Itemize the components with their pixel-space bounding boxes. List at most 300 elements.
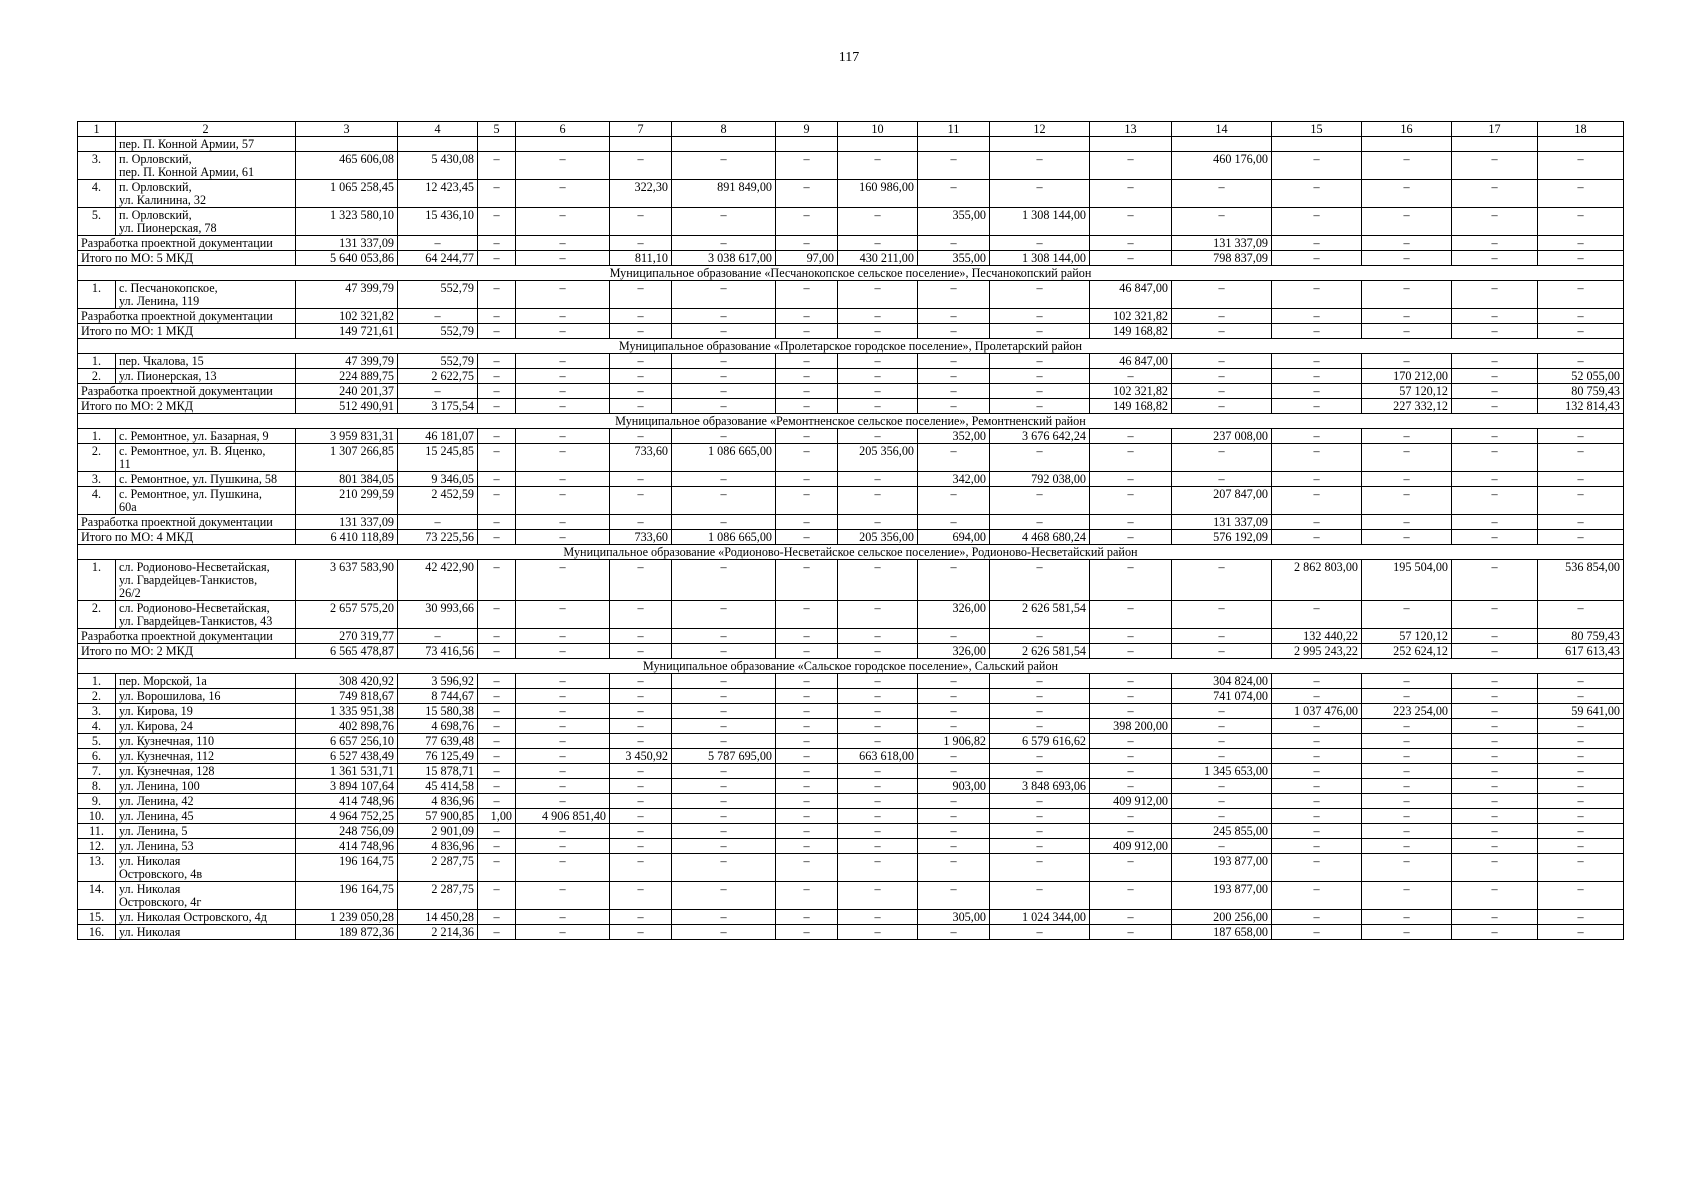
- table-cell: –: [610, 674, 672, 689]
- table-cell: 205 356,00: [838, 444, 918, 472]
- table-cell: –: [1172, 734, 1272, 749]
- table-cell: –: [610, 354, 672, 369]
- table-cell: 576 192,09: [1172, 530, 1272, 545]
- table-cell: –: [1362, 749, 1452, 764]
- table-cell: –: [1452, 734, 1538, 749]
- data-table: [77, 121, 1624, 940]
- table-cell: –: [990, 369, 1090, 384]
- table-cell: 131 337,09: [296, 236, 398, 251]
- table-cell: –: [672, 794, 776, 809]
- table-cell: –: [672, 764, 776, 779]
- table-cell: 2 287,75: [398, 882, 478, 910]
- table-cell: –: [516, 779, 610, 794]
- table-cell: 1 308 144,00: [990, 208, 1090, 236]
- table-cell: –: [1172, 369, 1272, 384]
- table-cell: –: [1538, 749, 1624, 764]
- page-number: 117: [838, 50, 860, 65]
- table-cell: –: [1452, 779, 1538, 794]
- table-cell: –: [1538, 530, 1624, 545]
- column-number-cell: 1: [78, 122, 116, 137]
- table-cell: –: [478, 629, 516, 644]
- table-cell: –: [1452, 354, 1538, 369]
- table-cell: 2 626 581,54: [990, 601, 1090, 629]
- table-cell: –: [990, 629, 1090, 644]
- table-cell: –: [838, 854, 918, 882]
- table-cell: 210 299,59: [296, 487, 398, 515]
- table-cell: 5 430,08: [398, 152, 478, 180]
- row-number-cell: 6.: [78, 749, 116, 764]
- table-cell: –: [1090, 530, 1172, 545]
- table-cell: –: [838, 369, 918, 384]
- table-cell: –: [1452, 309, 1538, 324]
- table-cell: –: [1538, 925, 1624, 940]
- table-cell: –: [672, 369, 776, 384]
- table-cell: –: [838, 429, 918, 444]
- table-cell: –: [1452, 882, 1538, 910]
- table-cell: –: [1362, 515, 1452, 530]
- table-cell: 59 641,00: [1538, 704, 1624, 719]
- table-cell: 798 837,09: [1172, 251, 1272, 266]
- table-cell: –: [1452, 369, 1538, 384]
- table-cell: 402 898,76: [296, 719, 398, 734]
- table-cell: 42 422,90: [398, 560, 478, 601]
- table-cell: –: [672, 644, 776, 659]
- table-cell: [1362, 137, 1452, 152]
- summary-label: Разработка проектной документации: [78, 309, 296, 324]
- table-cell: –: [1090, 779, 1172, 794]
- row-number-cell: 16.: [78, 925, 116, 940]
- table-cell: –: [838, 764, 918, 779]
- table-cell: –: [1090, 560, 1172, 601]
- table-cell: 322,30: [610, 180, 672, 208]
- table-cell: 352,00: [918, 429, 990, 444]
- table-cell: –: [1272, 152, 1362, 180]
- table-cell: –: [610, 779, 672, 794]
- table-cell: –: [516, 925, 610, 940]
- table-cell: –: [478, 674, 516, 689]
- table-cell: –: [1452, 472, 1538, 487]
- table-cell: –: [610, 601, 672, 629]
- table-row: [78, 152, 1624, 180]
- table-cell: –: [478, 208, 516, 236]
- row-number-cell: 12.: [78, 839, 116, 854]
- table-cell: –: [776, 399, 838, 414]
- table-cell: 1 308 144,00: [990, 251, 1090, 266]
- table-cell: –: [990, 704, 1090, 719]
- table-cell: –: [1538, 839, 1624, 854]
- table-cell: –: [838, 354, 918, 369]
- row-number-cell: 9.: [78, 794, 116, 809]
- table-cell: –: [610, 309, 672, 324]
- table-cell: –: [990, 764, 1090, 779]
- table-cell: –: [1172, 354, 1272, 369]
- table-cell: –: [1090, 429, 1172, 444]
- table-cell: –: [1090, 882, 1172, 910]
- table-cell: –: [1452, 429, 1538, 444]
- row-number-cell: 4.: [78, 180, 116, 208]
- table-cell: –: [1272, 429, 1362, 444]
- table-cell: –: [1272, 530, 1362, 545]
- table-cell: 77 639,48: [398, 734, 478, 749]
- table-cell: 270 319,77: [296, 629, 398, 644]
- table-cell: –: [918, 882, 990, 910]
- table-row: [78, 839, 1624, 854]
- table-cell: –: [838, 629, 918, 644]
- table-cell: 76 125,49: [398, 749, 478, 764]
- table-cell: 792 038,00: [990, 472, 1090, 487]
- table-cell: –: [1090, 515, 1172, 530]
- column-number-cell: 12: [990, 122, 1090, 137]
- table-cell: 189 872,36: [296, 925, 398, 940]
- table-cell: [990, 137, 1090, 152]
- table-cell: 1 086 665,00: [672, 530, 776, 545]
- table-row: [78, 369, 1624, 384]
- table-cell: –: [610, 472, 672, 487]
- table-cell: –: [478, 399, 516, 414]
- table-cell: –: [516, 251, 610, 266]
- table-cell: –: [478, 487, 516, 515]
- table-cell: –: [398, 236, 478, 251]
- table-cell: 512 490,91: [296, 399, 398, 414]
- table-cell: –: [990, 487, 1090, 515]
- table-cell: –: [990, 794, 1090, 809]
- table-cell: –: [1272, 601, 1362, 629]
- section-title: Муниципальное образование «Ремонтненское сельское поселение», Ремонтненский район: [78, 414, 1624, 429]
- table-cell: 200 256,00: [1172, 910, 1272, 925]
- table-cell: –: [398, 515, 478, 530]
- table-cell: 102 321,82: [296, 309, 398, 324]
- address-cell: ул. Кузнечная, 112: [116, 749, 296, 764]
- table-cell: –: [1172, 719, 1272, 734]
- table-row: [78, 180, 1624, 208]
- table-cell: –: [1272, 824, 1362, 839]
- table-cell: –: [776, 472, 838, 487]
- row-number-cell: 3.: [78, 472, 116, 487]
- table-cell: –: [1362, 429, 1452, 444]
- table-cell: –: [610, 839, 672, 854]
- table-cell: –: [1272, 444, 1362, 472]
- table-cell: 5 640 053,86: [296, 251, 398, 266]
- table-cell: –: [478, 152, 516, 180]
- table-cell: –: [672, 629, 776, 644]
- table-cell: –: [1362, 444, 1452, 472]
- column-number-cell: 6: [516, 122, 610, 137]
- table-cell: –: [1090, 749, 1172, 764]
- table-cell: –: [478, 472, 516, 487]
- table-cell: –: [776, 354, 838, 369]
- table-cell: 733,60: [610, 444, 672, 472]
- table-cell: 1 037 476,00: [1272, 704, 1362, 719]
- table-cell: 47 399,79: [296, 354, 398, 369]
- row-number-cell: 2.: [78, 689, 116, 704]
- table-cell: –: [1452, 601, 1538, 629]
- table-cell: –: [1538, 809, 1624, 824]
- table-cell: –: [918, 824, 990, 839]
- table-cell: 430 211,00: [838, 251, 918, 266]
- table-cell: –: [838, 719, 918, 734]
- table-cell: –: [1452, 236, 1538, 251]
- table-cell: –: [990, 560, 1090, 601]
- table-cell: –: [1272, 487, 1362, 515]
- table-cell: 240 201,37: [296, 384, 398, 399]
- table-cell: –: [1090, 809, 1172, 824]
- table-cell: –: [776, 809, 838, 824]
- table-cell: –: [776, 515, 838, 530]
- table-cell: –: [776, 644, 838, 659]
- table-cell: –: [610, 925, 672, 940]
- table-cell: –: [672, 281, 776, 309]
- table-cell: –: [990, 236, 1090, 251]
- table-cell: –: [516, 180, 610, 208]
- table-cell: –: [918, 629, 990, 644]
- table-cell: –: [516, 910, 610, 925]
- table-cell: [672, 137, 776, 152]
- table-cell: –: [516, 384, 610, 399]
- table-cell: [776, 137, 838, 152]
- table-cell: –: [516, 236, 610, 251]
- table-cell: –: [776, 309, 838, 324]
- table-cell: –: [776, 854, 838, 882]
- table-cell: –: [918, 444, 990, 472]
- table-cell: –: [1362, 925, 1452, 940]
- table-cell: –: [918, 719, 990, 734]
- table-cell: –: [516, 854, 610, 882]
- table-cell: –: [478, 180, 516, 208]
- summary-label: Итого по МО: 4 МКД: [78, 530, 296, 545]
- table-cell: –: [990, 309, 1090, 324]
- table-cell: –: [1272, 281, 1362, 309]
- address-cell: ул. Пионерская, 13: [116, 369, 296, 384]
- table-cell: –: [1090, 925, 1172, 940]
- table-cell: –: [838, 910, 918, 925]
- table-cell: –: [1090, 629, 1172, 644]
- table-cell: –: [1172, 309, 1272, 324]
- table-cell: –: [1538, 854, 1624, 882]
- table-cell: –: [918, 487, 990, 515]
- table-cell: –: [478, 854, 516, 882]
- table-cell: –: [1172, 384, 1272, 399]
- table-cell: –: [918, 236, 990, 251]
- table-cell: 248 756,09: [296, 824, 398, 839]
- table-cell: –: [516, 882, 610, 910]
- table-cell: 8 744,67: [398, 689, 478, 704]
- table-row: [78, 472, 1624, 487]
- table-cell: –: [918, 794, 990, 809]
- table-cell: –: [1090, 180, 1172, 208]
- table-cell: –: [776, 281, 838, 309]
- table-cell: 195 504,00: [1362, 560, 1452, 601]
- table-cell: 196 164,75: [296, 854, 398, 882]
- table-cell: –: [918, 925, 990, 940]
- table-cell: 1 065 258,45: [296, 180, 398, 208]
- table-cell: 663 618,00: [838, 749, 918, 764]
- address-cell: п. Орловский, ул. Пионерская, 78: [116, 208, 296, 236]
- table-cell: –: [672, 152, 776, 180]
- table-cell: –: [610, 515, 672, 530]
- table-cell: –: [672, 882, 776, 910]
- table-cell: –: [478, 779, 516, 794]
- table-cell: –: [776, 384, 838, 399]
- table-cell: –: [672, 487, 776, 515]
- table-cell: 2 214,36: [398, 925, 478, 940]
- table-cell: –: [1172, 472, 1272, 487]
- table-cell: –: [1090, 734, 1172, 749]
- table-cell: 102 321,82: [1090, 384, 1172, 399]
- table-cell: –: [610, 734, 672, 749]
- table-cell: –: [1172, 704, 1272, 719]
- table-cell: 57 900,85: [398, 809, 478, 824]
- table-cell: –: [478, 444, 516, 472]
- column-number-cell: 13: [1090, 122, 1172, 137]
- table-cell: 207 847,00: [1172, 487, 1272, 515]
- table-cell: –: [1452, 399, 1538, 414]
- table-cell: –: [838, 399, 918, 414]
- table-cell: –: [838, 809, 918, 824]
- section-title: Муниципальное образование «Сальское городское поселение», Сальский район: [78, 659, 1624, 674]
- column-number-cell: 3: [296, 122, 398, 137]
- table-cell: –: [1090, 674, 1172, 689]
- address-cell: с. Ремонтное, ул. Пушкина, 58: [116, 472, 296, 487]
- table-cell: 30 993,66: [398, 601, 478, 629]
- table-cell: –: [672, 399, 776, 414]
- table-cell: 46 847,00: [1090, 354, 1172, 369]
- table-cell: 47 399,79: [296, 281, 398, 309]
- table-cell: –: [672, 309, 776, 324]
- table-cell: [838, 137, 918, 152]
- address-cell: с. Ремонтное, ул. Базарная, 9: [116, 429, 296, 444]
- table-cell: 1 361 531,71: [296, 764, 398, 779]
- table-cell: –: [610, 236, 672, 251]
- table-cell: –: [398, 309, 478, 324]
- table-cell: –: [1272, 674, 1362, 689]
- table-cell: –: [1362, 689, 1452, 704]
- table-row: [78, 719, 1624, 734]
- table-cell: –: [1452, 281, 1538, 309]
- table-cell: –: [838, 208, 918, 236]
- column-number-cell: 5: [478, 122, 516, 137]
- table-cell: –: [672, 910, 776, 925]
- table-cell: 3 175,54: [398, 399, 478, 414]
- table-cell: –: [990, 719, 1090, 734]
- table-cell: –: [1452, 530, 1538, 545]
- table-cell: –: [990, 399, 1090, 414]
- table-cell: 1 024 344,00: [990, 910, 1090, 925]
- table-cell: 891 849,00: [672, 180, 776, 208]
- table-cell: –: [990, 809, 1090, 824]
- table-cell: –: [776, 369, 838, 384]
- summary-row: [78, 515, 1624, 530]
- table-cell: 2 622,75: [398, 369, 478, 384]
- table-cell: –: [1452, 251, 1538, 266]
- table-cell: –: [1538, 208, 1624, 236]
- row-number-cell: 14.: [78, 882, 116, 910]
- table-cell: –: [516, 369, 610, 384]
- table-cell: –: [1538, 236, 1624, 251]
- summary-row: [78, 644, 1624, 659]
- table-cell: –: [610, 384, 672, 399]
- table-cell: –: [610, 719, 672, 734]
- table-cell: –: [918, 281, 990, 309]
- table-cell: –: [776, 601, 838, 629]
- table-cell: 2 657 575,20: [296, 601, 398, 629]
- table-row: [78, 487, 1624, 515]
- table-cell: 80 759,43: [1538, 384, 1624, 399]
- table-cell: –: [838, 794, 918, 809]
- table-cell: –: [990, 854, 1090, 882]
- table-cell: –: [1272, 910, 1362, 925]
- table-cell: –: [1362, 180, 1452, 208]
- table-cell: –: [1452, 749, 1538, 764]
- table-cell: –: [672, 839, 776, 854]
- address-cell: ул. Николая Островского, 4д: [116, 910, 296, 925]
- table-cell: –: [918, 384, 990, 399]
- table-cell: –: [990, 281, 1090, 309]
- table-cell: 205 356,00: [838, 530, 918, 545]
- table-cell: –: [478, 910, 516, 925]
- table-cell: –: [990, 925, 1090, 940]
- row-number-cell: 5.: [78, 208, 116, 236]
- table-cell: –: [478, 369, 516, 384]
- summary-row: [78, 530, 1624, 545]
- table-cell: –: [1452, 384, 1538, 399]
- table-cell: –: [990, 152, 1090, 180]
- table-cell: 6 565 478,87: [296, 644, 398, 659]
- table-cell: –: [1090, 251, 1172, 266]
- table-cell: –: [838, 779, 918, 794]
- table-cell: –: [672, 429, 776, 444]
- row-number-cell: 2.: [78, 601, 116, 629]
- table-cell: –: [1538, 764, 1624, 779]
- table-cell: –: [478, 384, 516, 399]
- table-cell: 46 181,07: [398, 429, 478, 444]
- table-cell: –: [1452, 208, 1538, 236]
- table-cell: –: [672, 779, 776, 794]
- table-cell: –: [1452, 824, 1538, 839]
- table-cell: –: [1272, 749, 1362, 764]
- table-cell: –: [1272, 399, 1362, 414]
- table-cell: –: [1272, 764, 1362, 779]
- address-cell: ул. Ленина, 100: [116, 779, 296, 794]
- table-cell: –: [1272, 251, 1362, 266]
- table-cell: –: [1172, 839, 1272, 854]
- summary-row: [78, 324, 1624, 339]
- table-row: [78, 824, 1624, 839]
- table-cell: –: [776, 704, 838, 719]
- table-cell: –: [1452, 324, 1538, 339]
- table-cell: –: [1452, 152, 1538, 180]
- table-cell: –: [1452, 487, 1538, 515]
- table-cell: –: [1090, 644, 1172, 659]
- row-number-cell: 1.: [78, 281, 116, 309]
- table-cell: 617 613,43: [1538, 644, 1624, 659]
- table-cell: –: [776, 824, 838, 839]
- row-number-cell: 4.: [78, 487, 116, 515]
- table-row: [78, 925, 1624, 940]
- table-cell: –: [1272, 515, 1362, 530]
- table-cell: –: [1362, 472, 1452, 487]
- table-cell: –: [516, 281, 610, 309]
- table-cell: –: [516, 794, 610, 809]
- table-cell: –: [610, 854, 672, 882]
- table-cell: –: [1452, 854, 1538, 882]
- table-cell: –: [478, 560, 516, 601]
- table-cell: –: [990, 674, 1090, 689]
- table-cell: –: [1538, 674, 1624, 689]
- table-cell: 15 245,85: [398, 444, 478, 472]
- table-cell: –: [918, 309, 990, 324]
- table-cell: [478, 137, 516, 152]
- table-cell: –: [776, 925, 838, 940]
